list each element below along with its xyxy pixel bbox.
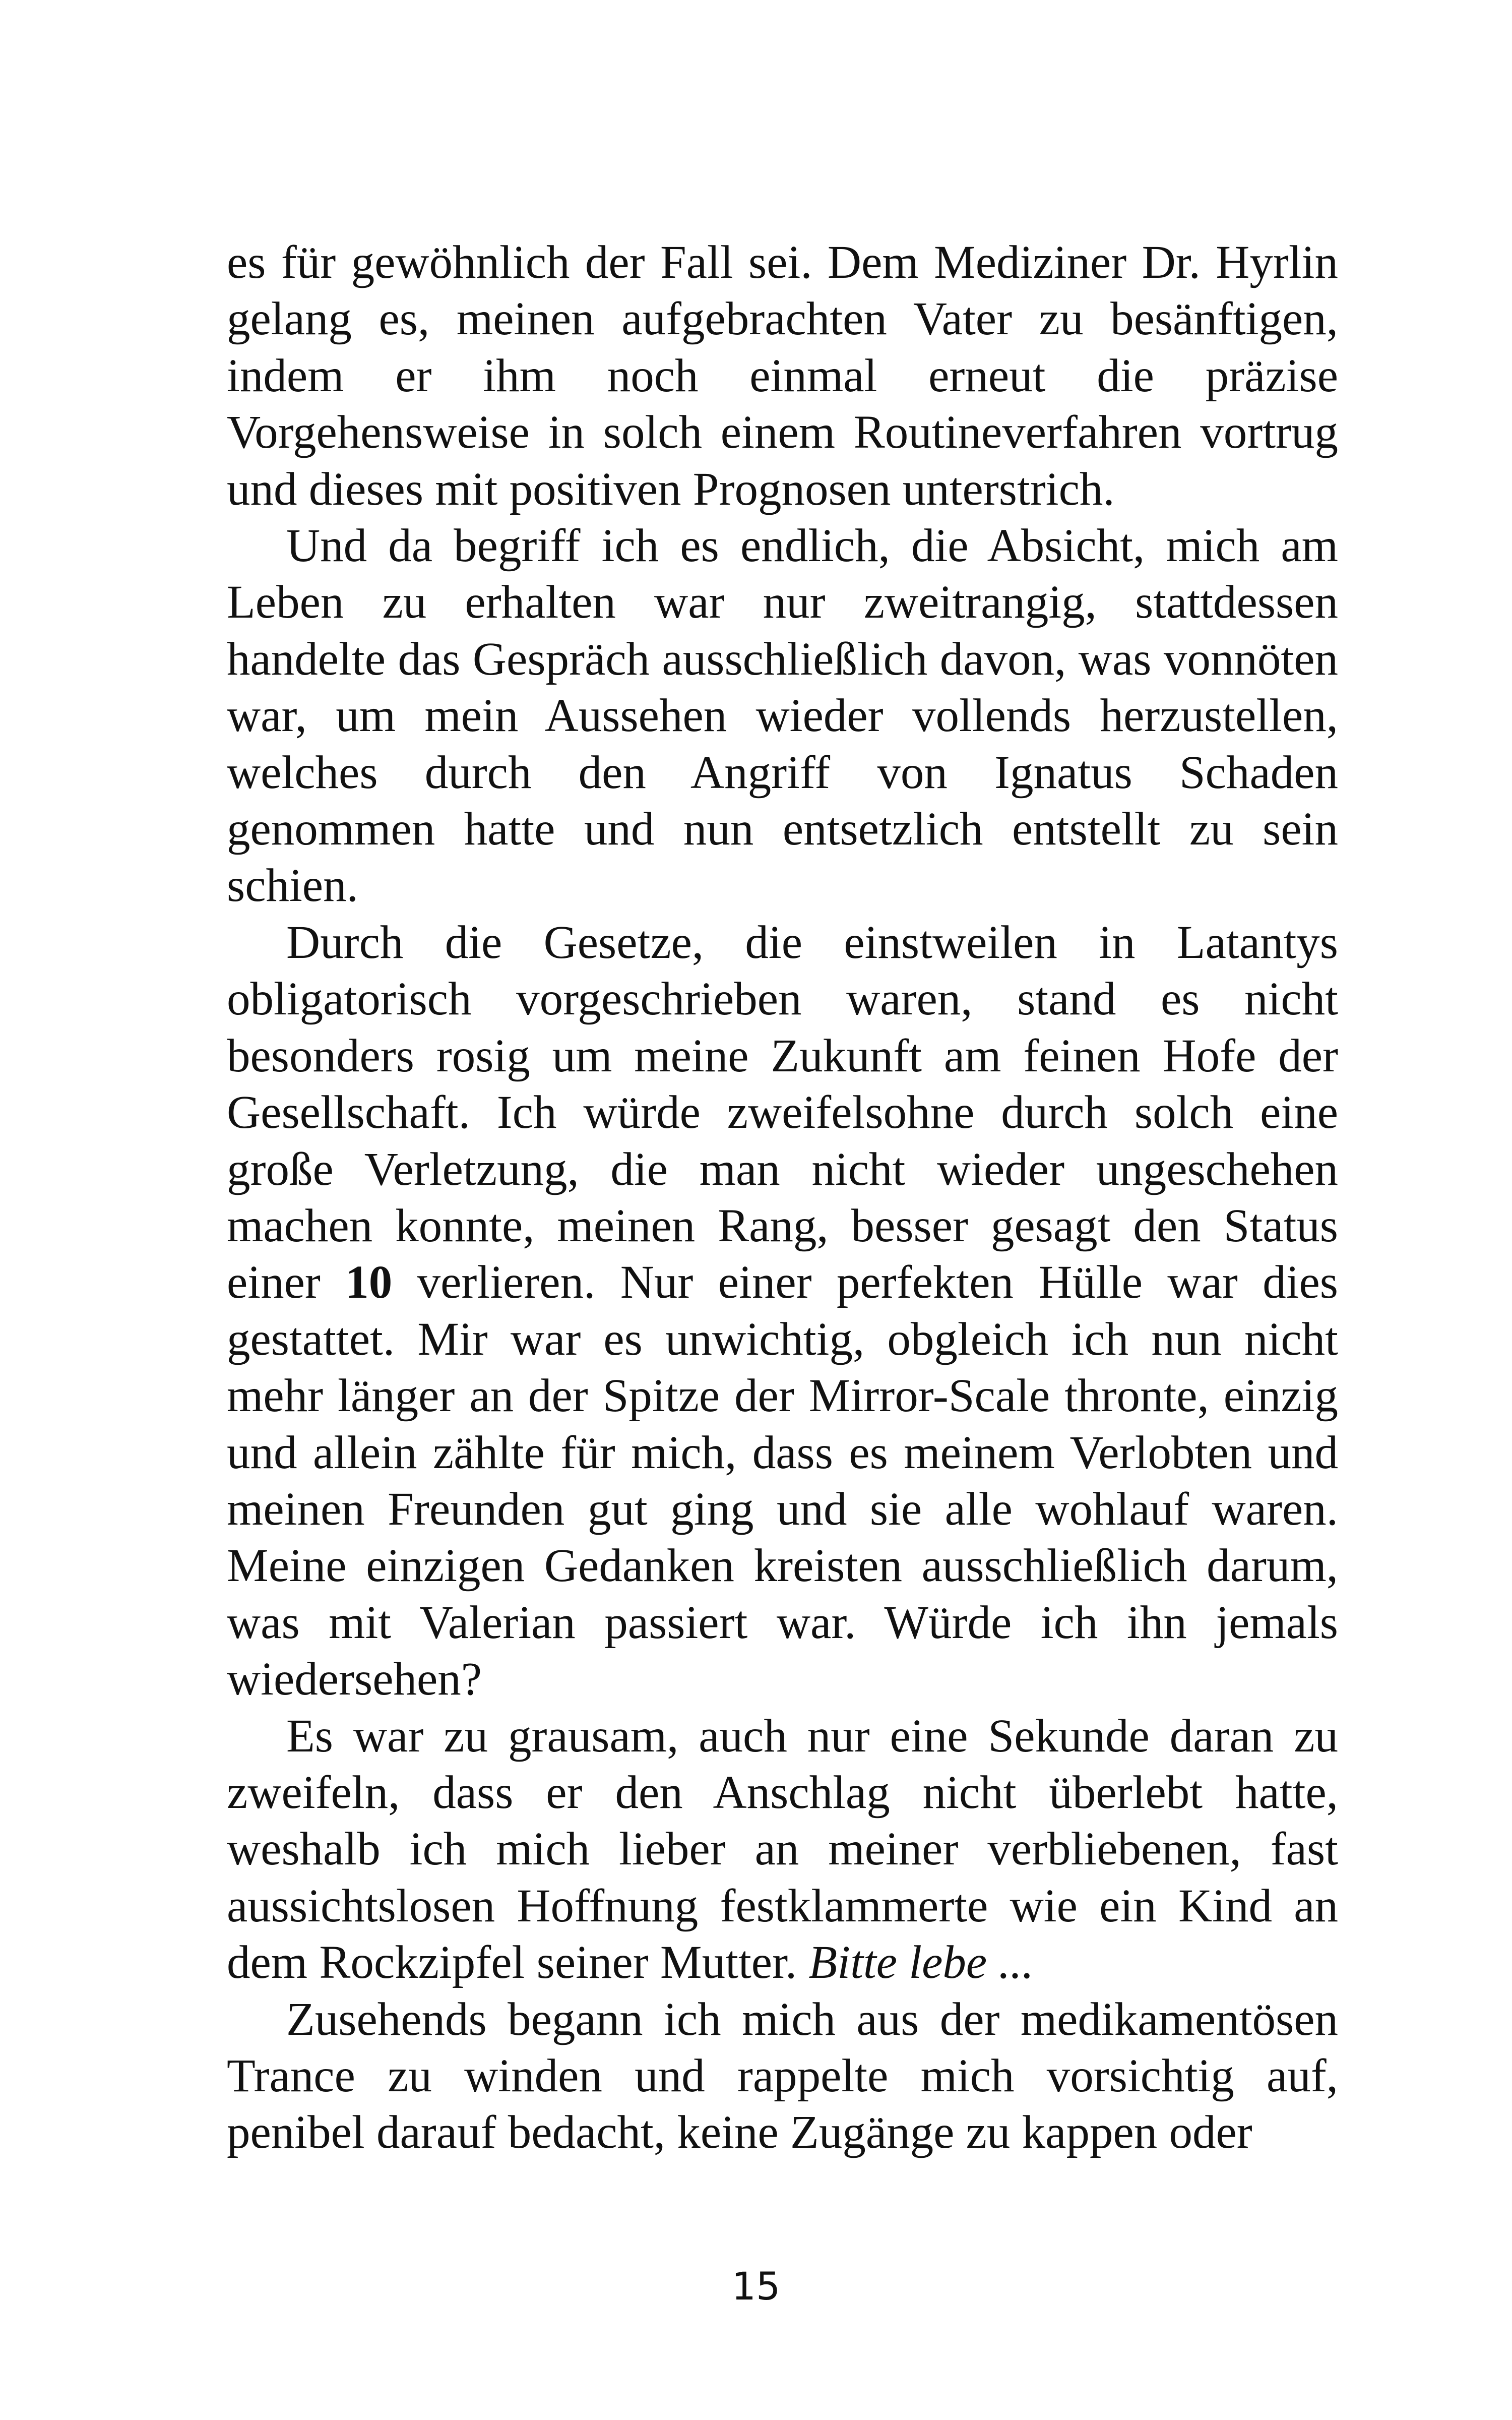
page-number: 15 xyxy=(731,2264,781,2309)
paragraph-3-text-end: verlieren. Nur einer perfekten Hülle war dies gestattet. Mir war es unwichtig, obgleich ich nun nicht mehr länger an der Spitze der Mirror-Scale thronte, einzig und allein zählte für mich, dass es meinem Verlobten und meinen Freunden gut ging und sie alle wohlauf waren. Meine einzigen Gedanken kreisten ausschließlich darum, was mit Valerian passiert war. Würde ich ihn jemals wiedersehen? xyxy=(227,1256,1339,1706)
paragraph-2: Und da begriff ich es endlich, die Absicht, mich am Leben zu erhalten war nur zweitrangig, stattdessen handelte das Gespräch ausschließlich davon, was vonnöten war, um mein Aussehen wieder vollends herzustellen, welches durch den Angriff von Ignatus Schaden genommen hatte und nun entsetzlich entstellt zu sein schien. xyxy=(227,520,1338,912)
paragraph-4-text: Es war zu grausam, auch nur eine Sekunde daran zu zweifeln, dass er den Anschlag nicht überlebt hatte, weshalb ich mich lieber an meiner verbliebenen, fast aussichtslosen Hoffnung festklammerte wie ein Kind an dem Rockzipfel seiner Mutter. xyxy=(227,1710,1338,1989)
paragraph-4 xyxy=(227,1708,1338,1991)
paragraph-1: es für gewöhnlich der Fall sei. Dem Mediziner Dr. Hyrlin gelang es, meinen aufgebrachten Vater zu besänftigen, indem er ihm noch einmal erneut die präzise Vorgehensweise in solch einem Routineverfahren vortrug und dieses mit positiven Prognosen unterstrich. xyxy=(227,236,1338,515)
italic-thought: Bitte lebe ... xyxy=(808,1937,1034,1989)
paragraph-3 xyxy=(227,915,1338,1708)
paragraph-5: Zusehends begann ich mich aus der medikamentösen Trance zu winden und rappelte mich vorsichtig auf, penibel darauf bedacht, keine Zugänge zu kappen oder xyxy=(227,1993,1338,2159)
status-number: 10 xyxy=(345,1256,393,1309)
paragraph-3-text-start: Durch die Gesetze, die einstweilen in Latantys obligatorisch vorgeschrieben waren, stand es nicht besonders rosig um meine Zukunft am feinen Hofe der Gesellschaft. Ich würde zweifelsohne durch solch eine große Verletzung, die man nicht wieder ungeschehen machen konnte, meinen Rang, besser gesagt den Status einer xyxy=(227,916,1338,1309)
body-text xyxy=(227,234,1338,2161)
